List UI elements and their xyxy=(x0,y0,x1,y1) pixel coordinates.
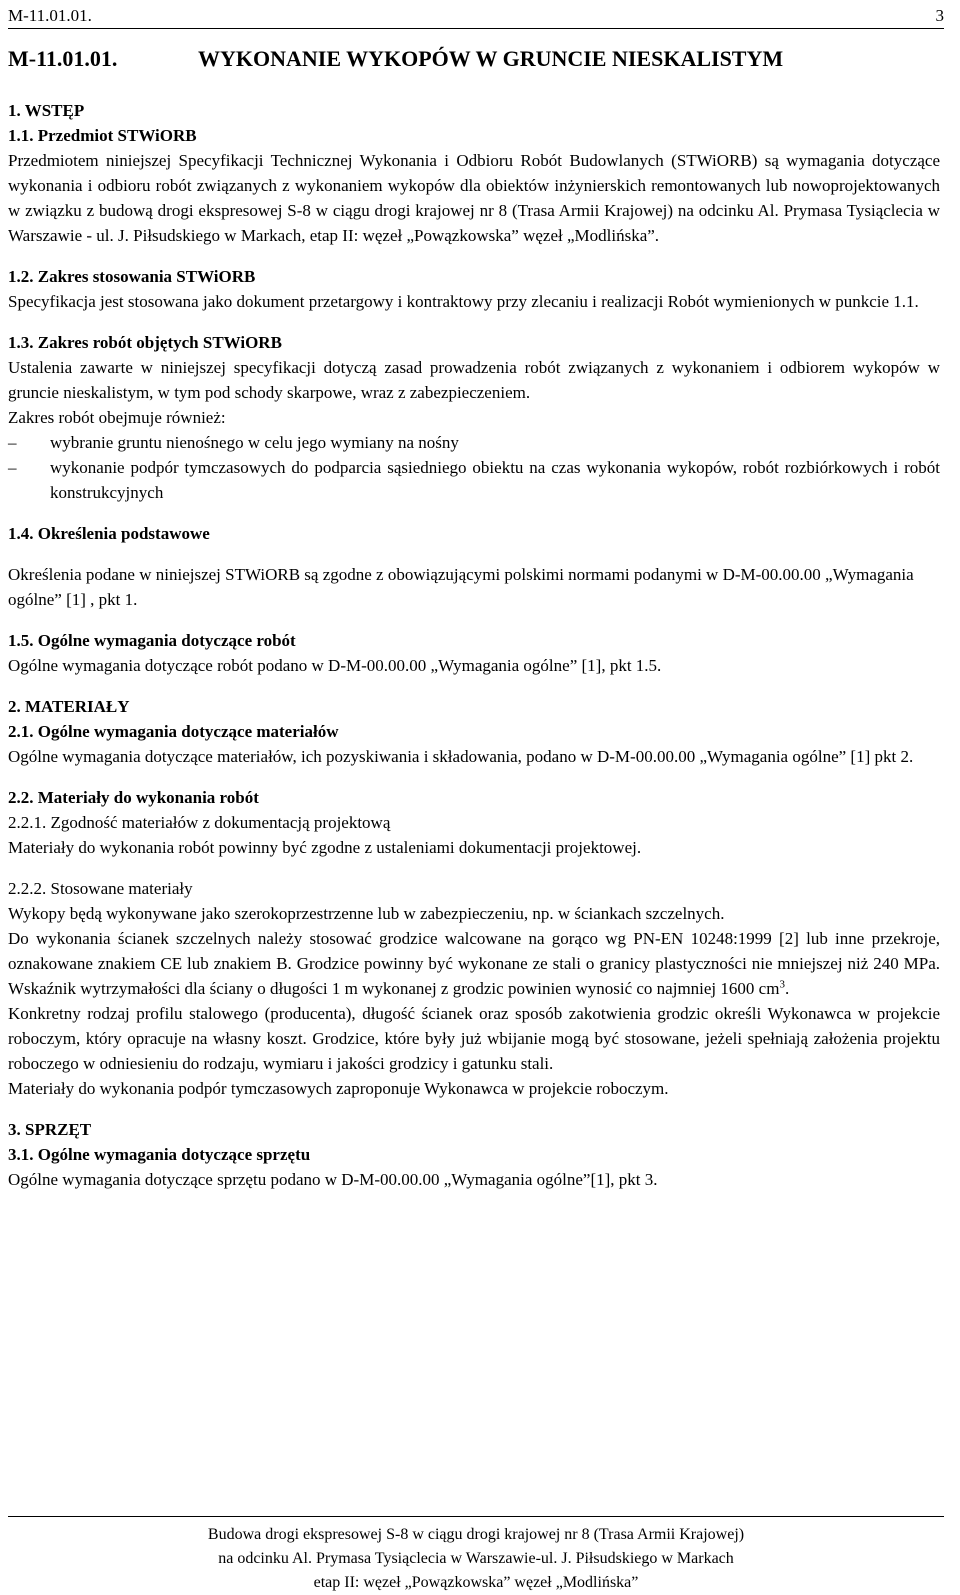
section-heading-2-2: 2.2. Materiały do wykonania robót xyxy=(8,788,259,807)
paragraph-end: . xyxy=(784,979,790,998)
section-heading-1: 1. WSTĘP xyxy=(8,101,85,120)
page-header xyxy=(8,2,944,29)
title-spec-code: M-11.01.01. xyxy=(8,46,118,71)
section-heading-3-1: 3.1. Ogólne wymagania dotyczące sprzętu xyxy=(8,1145,311,1164)
list-item-text: wykonanie podpór tymczasowych do podparcia sąsiedniego obiektu na czas wykonania wykopów, robót rozbiórkowych i robót konstrukcyjnych xyxy=(50,458,940,502)
paragraph-2-2-1: Materiały do wykonania robót powinny być zgodne z ustaleniami dokumentacji projektowej. xyxy=(8,838,642,857)
section-heading-1-3: 1.3. Zakres robót objętych STWiORB xyxy=(8,333,282,352)
section-heading-3: 3. SPRZĘT xyxy=(8,1120,92,1139)
section-heading-1-1: 1.1. Przedmiot STWiORB xyxy=(8,126,197,145)
footer-line: Budowa drogi ekspresowej S-8 w ciągu drogi krajowej nr 8 (Trasa Armii Krajowej) xyxy=(207,1526,745,1543)
page-footer xyxy=(8,1516,944,1595)
section-heading-2-2-1: 2.2.1. Zgodność materiałów z dokumentacją projektową xyxy=(8,813,391,832)
paragraph-1-4: Określenia podane w niniejszej STWiORB są zgodne z obowiązującymi polskimi normami podanymi w D-M-00.00.00 „Wymagania ogólne” [1] , pkt 1. xyxy=(8,565,914,609)
paragraph-1-1: Przedmiotem niniejszej Specyfikacji Technicznej Wykonania i Odbioru Robót Budowlanych (STWiORB) są wymagania dotyczące wykonania i odbioru robót związanych z wykonaniem wykopów dla obiektów inżynierskich remontowanych lub nowoprojektowanych w związku z budową drogi ekspresowej S-8 w ciągu drogi krajowej nr 8 (Trasa Armii Krajowej) na odcinku Al. Prymasa Tysiąclecia w Warszawie - ul. J. Piłsudskiego w Markach, etap II: węzeł „Powązkowska” węzeł „Modlińska”. xyxy=(8,151,940,245)
section-heading-1-5: 1.5. Ogólne wymagania dotyczące robót xyxy=(8,631,296,650)
document-body xyxy=(8,98,940,1192)
superscript: 3 xyxy=(779,978,785,991)
paragraph-1-3: Ustalenia zawarte w niniejszej specyfikacji dotyczą zasad prowadzenia robót związanych z wykonaniem i odbiorem wykopów w gruncie nieskalistym, w tym pod schody skarpowe, wraz z zabezpieczeniem. xyxy=(8,358,940,402)
list-item xyxy=(8,455,940,505)
dash-bullet: – xyxy=(8,433,17,452)
page-number: 3 xyxy=(935,6,944,25)
paragraph-1-5: Ogólne wymagania dotyczące robót podano w D-M-00.00.00 „Wymagania ogólne” [1], pkt 1.5. xyxy=(8,656,662,675)
paragraph-2-2-2-d: Materiały do wykonania podpór tymczasowych zaproponuje Wykonawca w projekcie roboczym. xyxy=(8,1079,669,1098)
paragraph-1-2: Specyfikacja jest stosowana jako dokument przetargowy i kontraktowy przy zlecaniu i realizacji Robót wymienionych w punkcie 1.1. xyxy=(8,292,919,311)
paragraph-2-2-2-a: Wykopy będą wykonywane jako szerokoprzestrzenne lub w zabezpieczeniu, np. w ściankach szczelnych. xyxy=(8,904,725,923)
dash-bullet: – xyxy=(8,458,17,477)
paragraph-2-2-2-b xyxy=(8,926,940,1001)
list-item-text: wybranie gruntu nienośnego w celu jego wymiany na nośny xyxy=(50,433,459,452)
section-heading-2-2-2: 2.2.2. Stosowane materiały xyxy=(8,879,193,898)
footer-line: etap II: węzeł „Powązkowska” węzeł „Modlińska” xyxy=(313,1574,639,1591)
paragraph-2-2-2-c: Konkretny rodzaj profilu stalowego (producenta), długość ścianek oraz sposób zakotwienia grodzic określi Wykonawca w projekcie roboczym, który opracuje na własny koszt. Grodzice, które były już wbijanie mogą być stosowane, jeżeli spełniają założenia projektu roboczego w odniesieniu do rodzaju, wymiaru i jakości grodzicy i gatunku stali. xyxy=(8,1004,940,1073)
section-heading-1-4: 1.4. Określenia podstawowe xyxy=(8,524,210,543)
footer-line: na odcinku Al. Prymasa Tysiąclecia w Warszawie-ul. J. Piłsudskiego w Markach xyxy=(218,1550,734,1567)
paragraph-2-1: Ogólne wymagania dotyczące materiałów, ich pozyskiwania i składowania, podano w D-M-00.00.00 „Wymagania ogólne” [1] pkt 2. xyxy=(8,747,914,766)
section-heading-2-1: 2.1. Ogólne wymagania dotyczące materiałów xyxy=(8,722,339,741)
paragraph-text: Do wykonania ścianek szczelnych należy stosować grodzice walcowane na gorąco wg PN-EN 10248:1999 [2] lub inne przekroje, oznakowane znakiem CE lub znakiem B. Grodzice powinny być wykonane ze stali o granicy plastyczności nie mniejszej niż 240 MPa. Wskaźnik wytrzymałości dla ściany o długości 1 m wykonanej z grodzic powinien wynosić co najmniej 1600 cm xyxy=(8,929,940,998)
title-text: WYKONANIE WYKOPÓW W GRUNCIE NIESKALISTYM xyxy=(198,46,784,71)
section-heading-2: 2. MATERIAŁY xyxy=(8,697,130,716)
section-heading-1-2: 1.2. Zakres stosowania STWiORB xyxy=(8,267,256,286)
header-spec-code: M-11.01.01. xyxy=(8,6,92,25)
list-item xyxy=(8,430,940,455)
paragraph-1-3-intro: Zakres robót obejmuje również: xyxy=(8,408,226,427)
paragraph-3-1: Ogólne wymagania dotyczące sprzętu podano w D-M-00.00.00 „Wymagania ogólne”[1], pkt 3. xyxy=(8,1170,658,1189)
